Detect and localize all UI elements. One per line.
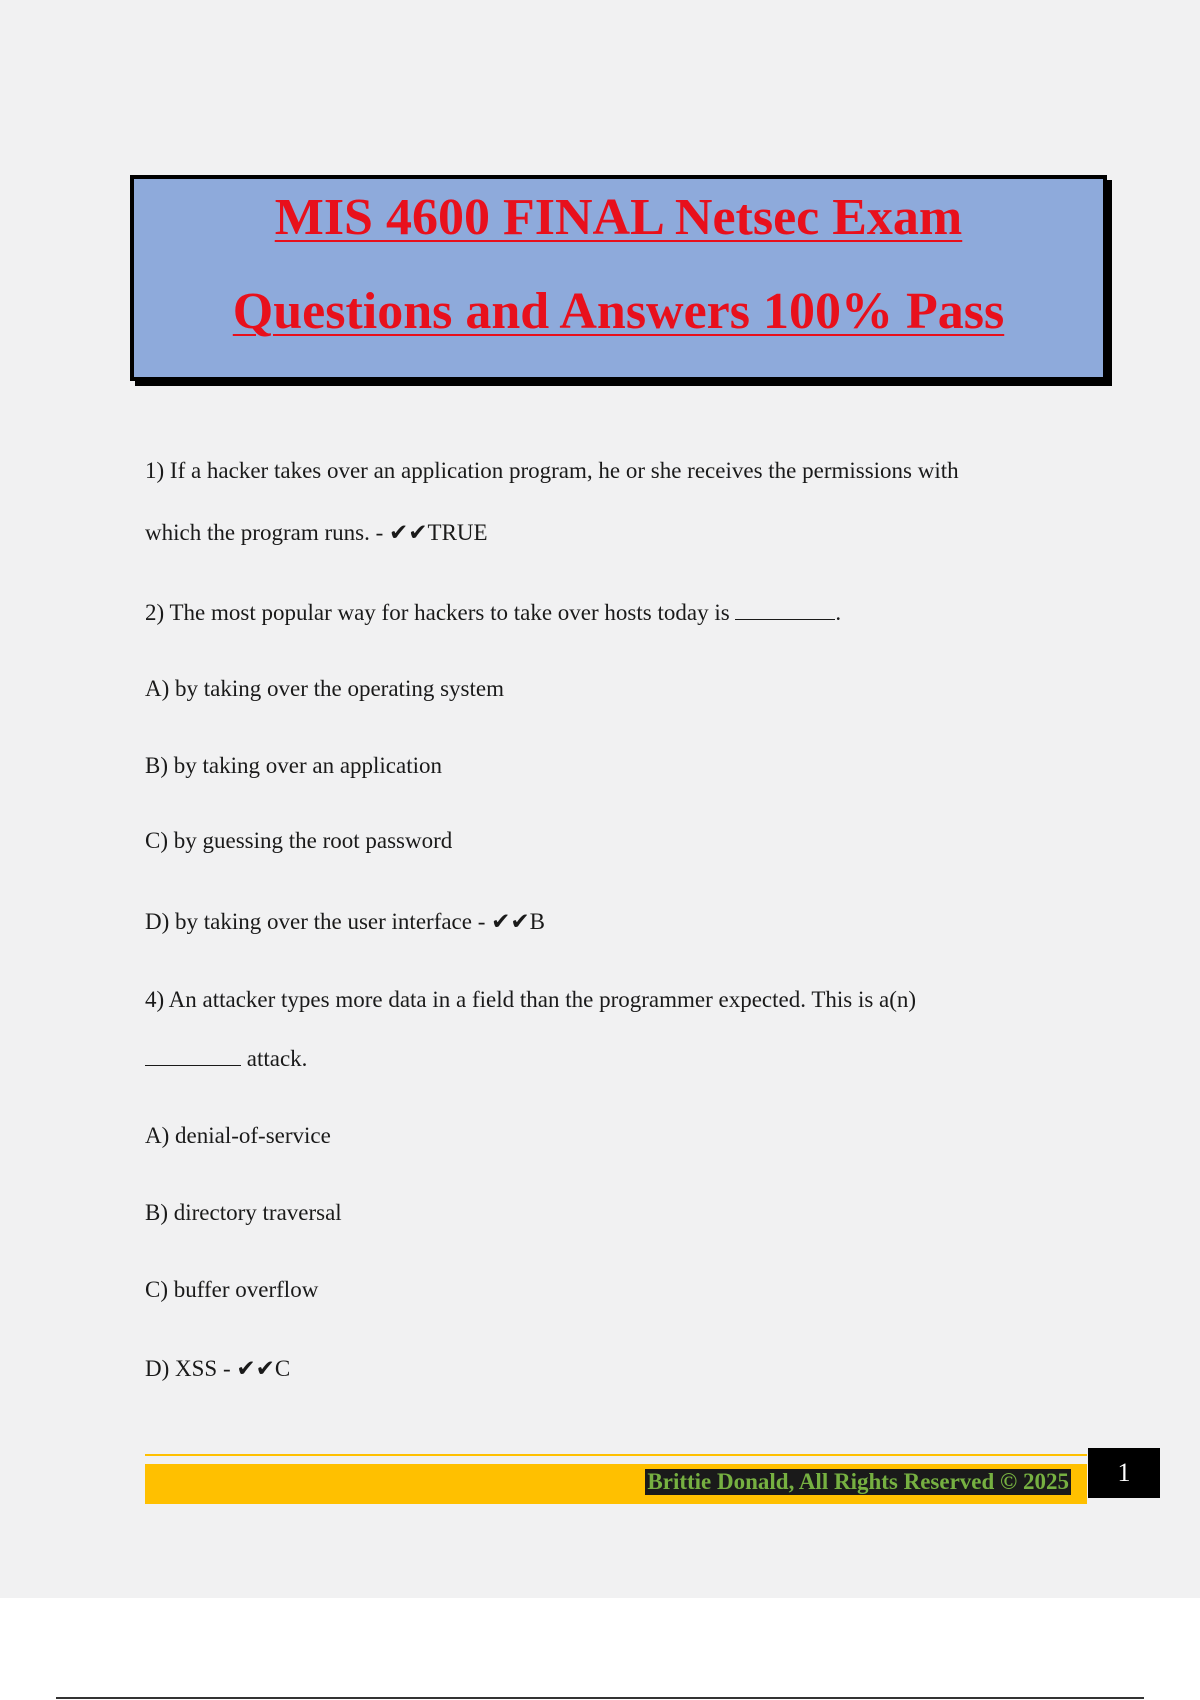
question-4-option-a: A) denial-of-service bbox=[145, 1123, 331, 1148]
question-2-stem-end: . bbox=[835, 600, 842, 625]
copyright-notice: Brittie Donald, All Rights Reserved © 2025 bbox=[647, 1469, 1069, 1494]
question-2-option-d: D) by taking over the user interface - ✔✔B bbox=[145, 909, 546, 934]
question-4-option-c: C) buffer overflow bbox=[145, 1277, 319, 1302]
footer-rule bbox=[145, 1454, 1087, 1456]
question-4-text: 4) An attacker types more data in a field than the programmer expected. This is a(n) bbox=[145, 987, 917, 1012]
document-title-line-1: MIS 4600 FINAL Netsec Exam bbox=[274, 189, 963, 246]
question-2-stem-text: 2) The most popular way for hackers to take over hosts today is bbox=[145, 600, 730, 625]
answer-blank bbox=[735, 618, 835, 620]
footer-band bbox=[145, 1464, 1087, 1504]
question-2-stem bbox=[145, 600, 841, 626]
title-box bbox=[130, 175, 1107, 381]
question-2-option-a: A) by taking over the operating system bbox=[145, 676, 504, 701]
document-title-line-2: Questions and Answers 100% Pass bbox=[232, 283, 1005, 340]
question-1-answer: which the program runs. - ✔✔TRUE bbox=[145, 520, 488, 545]
page-number: 1 bbox=[1088, 1448, 1160, 1498]
question-1-text: 1) If a hacker takes over an application program, he or she receives the permissions with bbox=[145, 458, 959, 483]
answer-blank bbox=[145, 1064, 241, 1066]
page-divider bbox=[56, 1697, 1144, 1699]
question-4-option-b: B) directory traversal bbox=[145, 1200, 342, 1225]
question-4-option-d: D) XSS - ✔✔C bbox=[145, 1356, 291, 1381]
question-4-line2 bbox=[145, 1046, 307, 1072]
question-2-option-b: B) by taking over an application bbox=[145, 753, 443, 778]
question-2-option-c: C) by guessing the root password bbox=[145, 828, 453, 853]
question-4-line2-end: attack. bbox=[241, 1046, 308, 1071]
